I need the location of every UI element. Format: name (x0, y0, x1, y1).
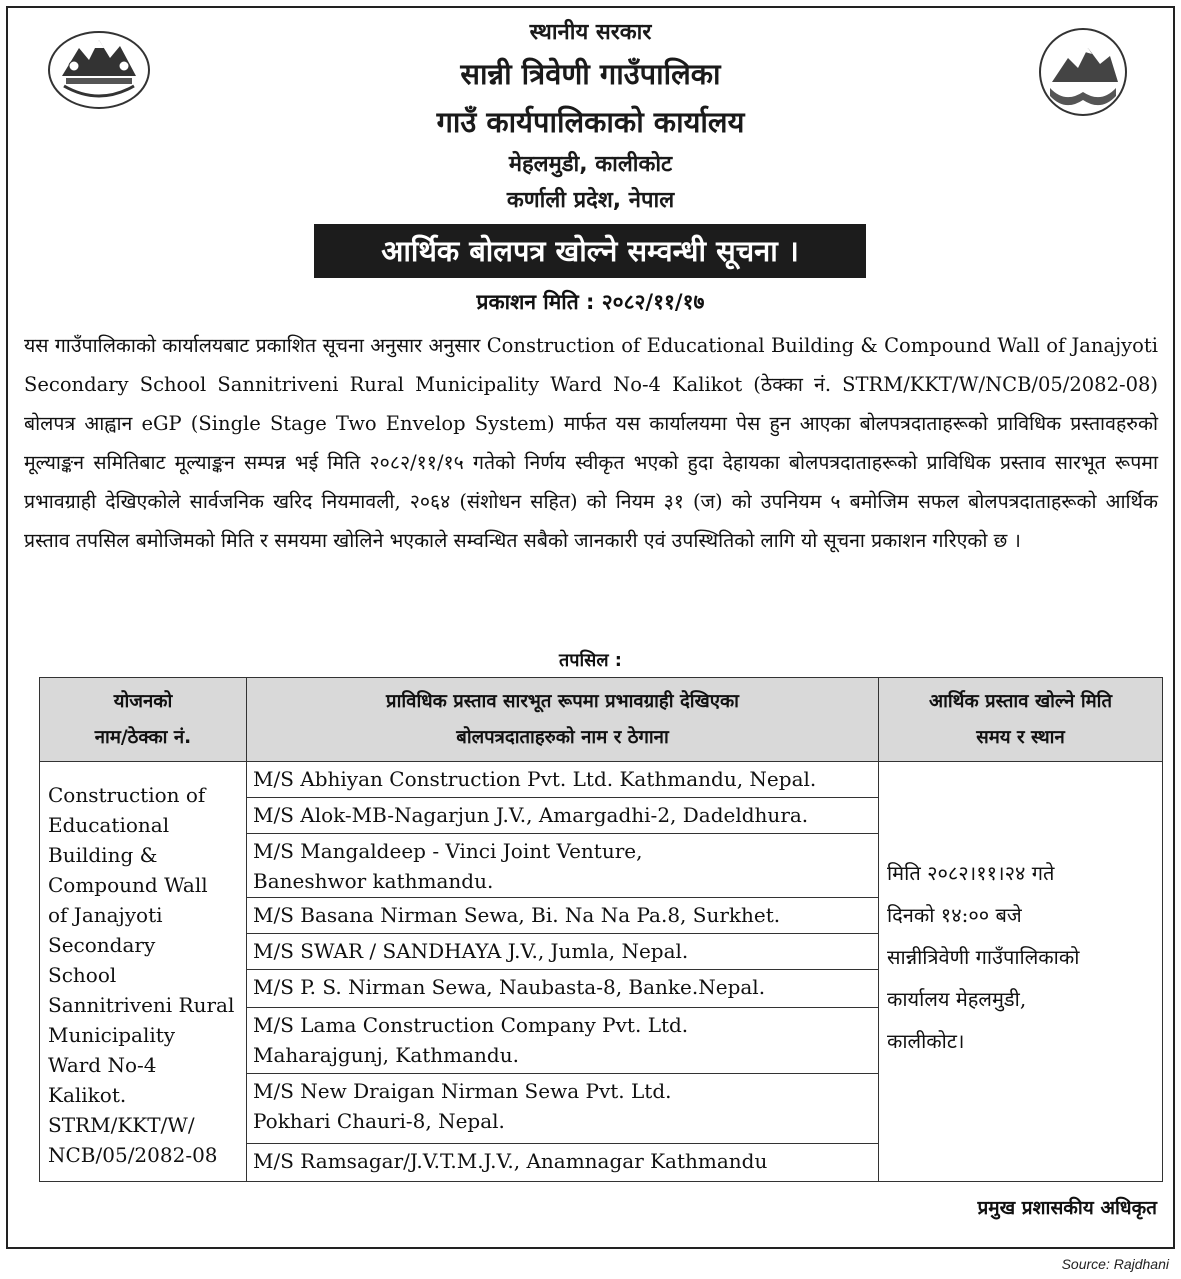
header-project-line: नाम/ठेक्का नं. (94, 726, 192, 748)
opening-line: कालीकोट। (887, 1029, 965, 1053)
project-cell (40, 762, 247, 1181)
header-bidders-line: बोलपत्रदाताहरुको नाम र ठेगाना (456, 726, 669, 748)
project-line: School (48, 963, 117, 987)
project-line: Compound Wall (48, 873, 208, 897)
bidder-line: M/S Basana Nirman Sewa, Bi. Na Na Pa.8, Surkhet. (253, 903, 781, 927)
table-row (247, 762, 879, 798)
header-opening-line: समय र स्थान (976, 726, 1065, 748)
header-office-name: गाउँ कार्यपालिकाको कार्यालय (436, 105, 745, 139)
bidder-line: M/S Abhiyan Construction Pvt. Ltd. Kathmandu, Nepal. (253, 767, 817, 791)
header-province: कर्णाली प्रदेश, नेपाल (506, 188, 675, 213)
header-address: मेहलमुडी, कालीकोट (508, 152, 673, 177)
opening-line: मिति २०८२।११।२४ गते (887, 861, 1055, 885)
header-municipality-name: सान्नी त्रिवेणी गाउँपालिका (460, 57, 721, 91)
project-line: Ward No-4 (48, 1053, 157, 1077)
bidder-line: M/S Ramsagar/J.V.T.M.J.V., Anamnagar Kathmandu (253, 1149, 768, 1173)
project-line: NCB/05/2082-08 (48, 1143, 218, 1167)
bidder-line: M/S Mangaldeep - Vinci Joint Venture, (253, 839, 643, 863)
bidder-line: M/S P. S. Nirman Sewa, Naubasta-8, Banke.Nepal. (253, 975, 766, 999)
project-line: Educational (48, 813, 170, 837)
source-credit: Source: Rajdhani (1061, 1256, 1169, 1272)
signature-title: प्रमुख प्रशासकीय अधिकृत (977, 1197, 1157, 1219)
project-line: Building & (48, 843, 158, 867)
project-line: STRM/KKT/W/ (48, 1113, 195, 1137)
bidder-line: Maharajgunj, Kathmandu. (253, 1043, 519, 1067)
header-bidders (247, 678, 879, 762)
header-bidders-line: प्राविधिक प्रस्ताव सारभूत रूपमा प्रभावग्राही देखिएका (386, 690, 739, 712)
project-line: Kalikot. (48, 1083, 127, 1107)
opening-cell (879, 762, 1162, 1181)
table-row (247, 798, 879, 834)
notice-body: यस गाउँपालिकाको कार्यालयबाट प्रकाशित सूचना अनुसार अनुसार Construction of Educational Building & Compound Wall of Janajyoti Secondary School Sannitriveni Rural Municipality Ward No-4 Kalikot (ठेक्का नं. STRM/KKT/W/NCB/05/2082-08) बोलपत्र आह्वान eGP (Single Stage Two Envelop System) मार्फत यस कार्यालयमा पेस हुन आएका बोलपत्रदाताहरूको प्राविधिक प्रस्तावहरुको मूल्याङ्कन समितिबाट मूल्याङ्कन सम्पन्न भई मिति २०८२/११/१५ गतेको निर्णय स्वीकृत भएको हुदा देहायका बोलपत्रदाताहरूको प्राविधिक प्रस्ताव सारभूत रूपमा प्रभावग्राही देखिएकोले सार्वजनिक खरिद नियमावली, २०६४ (संशोधन सहित) को नियम ३१ (ज) को उपनियम ५ बमोजिम सफल बोलपत्रदाताहरूको आर्थिक प्रस्ताव तपसिल बमोजिमको मिति र समयमा खोलिने भएकाले सम्वन्धित सबैको जानकारी एवं उपस्थितिको लागि यो सूचना प्रकाशन गरिएको छ । (24, 334, 1158, 552)
project-line: Municipality (48, 1023, 176, 1047)
bidders-table (39, 677, 1163, 1182)
opening-line: दिनको १४:०० बजे (887, 903, 1022, 927)
header-project-line: योजनको (113, 690, 173, 712)
bidder-line: M/S Lama Construction Company Pvt. Ltd. (253, 1013, 689, 1037)
bidder-rows (247, 762, 879, 1181)
bidder-line: M/S New Draigan Nirman Sewa Pvt. Ltd. (253, 1079, 672, 1103)
header-local-government: स्थानीय सरकार (529, 20, 652, 45)
opening-line: कार्यालय मेहलमुडी, (887, 987, 1027, 1011)
opening-line: सान्नीत्रिवेणी गाउँपालिकाको (887, 945, 1080, 969)
project-line: Secondary (48, 933, 156, 957)
notice-title: आर्थिक बोलपत्र खोल्ने सम्वन्धी सूचना । (314, 224, 866, 278)
table-row (247, 934, 879, 970)
table-row (247, 970, 879, 1008)
project-line: of Janajyoti (48, 903, 163, 927)
table-row (247, 834, 879, 898)
table-row (247, 1074, 879, 1144)
project-line: Construction of (48, 783, 206, 807)
bidder-line: Pokhari Chauri-8, Nepal. (253, 1109, 505, 1133)
tapasil-label: तपसिल : (559, 650, 622, 671)
bidder-line: M/S SWAR / SANDHAYA J.V., Jumla, Nepal. (253, 939, 689, 963)
table-row (247, 898, 879, 934)
header-opening (879, 678, 1162, 762)
publication-date: प्रकाशन मिति : २०८२/११/१७ (476, 290, 705, 314)
project-line: Sannitriveni Rural (48, 993, 235, 1017)
header-project (40, 678, 247, 762)
bidder-line: M/S Alok-MB-Nagarjun J.V., Amargadhi-2, Dadeldhura. (253, 803, 809, 827)
table-row (247, 1144, 879, 1181)
header-opening-line: आर्थिक प्रस्ताव खोल्ने मिति (928, 690, 1113, 712)
bidder-line: Baneshwor kathmandu. (253, 869, 494, 893)
table-row (247, 1008, 879, 1074)
